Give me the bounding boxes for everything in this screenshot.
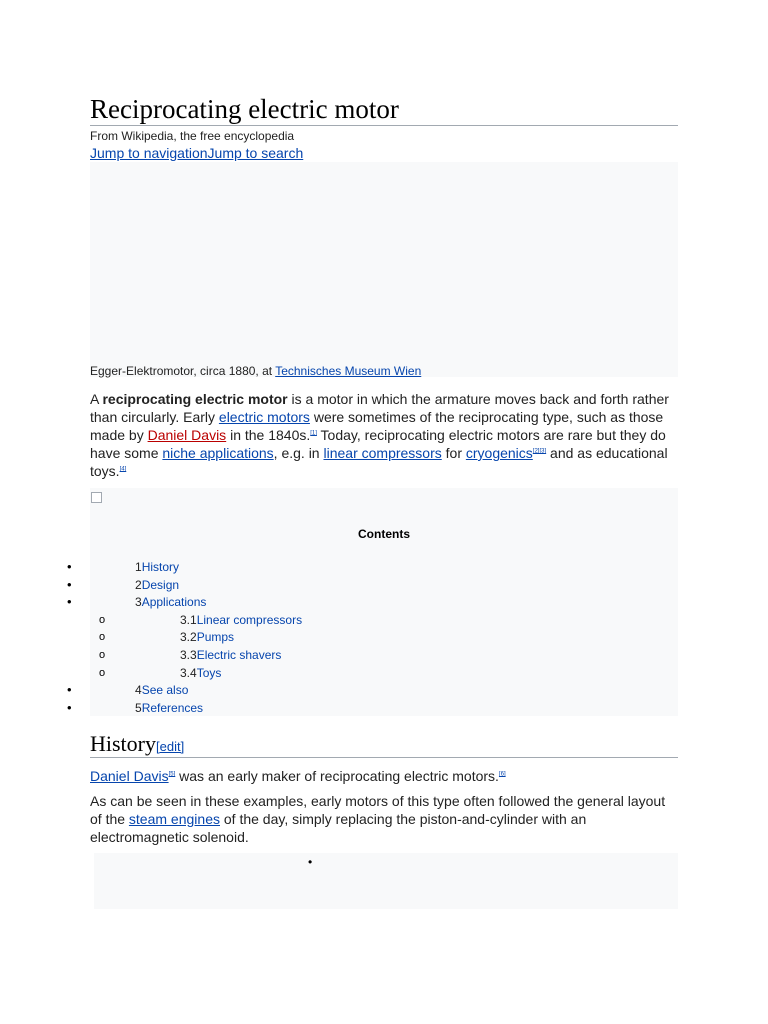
toc-item-label[interactable]: Linear compressors — [196, 612, 303, 627]
toc-item[interactable] — [67, 559, 180, 574]
intro-text: A — [90, 391, 103, 407]
title-divider — [90, 125, 678, 126]
site-tagline: From Wikipedia, the free encyclopedia — [90, 129, 295, 143]
toc-item-number: 3.3 — [180, 648, 197, 662]
image-gallery — [94, 853, 678, 909]
gallery-bullet: • — [308, 855, 313, 869]
toc-item-number: 3.2 — [180, 630, 197, 645]
intro-paragraph — [90, 390, 680, 480]
toc-item[interactable] — [67, 699, 204, 715]
toc-item[interactable] — [99, 648, 282, 662]
toc-item[interactable] — [67, 682, 189, 698]
intro-text: in the 1840s. — [226, 427, 311, 443]
toc-item[interactable] — [99, 630, 235, 645]
toc-item-number: 1 — [135, 560, 142, 574]
toc-item-number: 2 — [135, 577, 142, 592]
toc-bullet: • — [67, 682, 72, 698]
image-caption — [90, 364, 421, 378]
page-title: Reciprocating electric motor — [90, 94, 399, 124]
cryogenics-link[interactable]: cryogenics — [465, 445, 533, 461]
toc-item-number: 3 — [135, 595, 142, 610]
electric-motors-link[interactable]: electric motors — [218, 409, 310, 425]
history-edit-link[interactable]: [edit] — [156, 739, 185, 754]
toc-sub-bullet: o — [99, 613, 106, 626]
jump-links — [90, 145, 303, 161]
toc-item-label[interactable]: See also — [141, 683, 189, 698]
toc-item-number: 3.4 — [180, 665, 197, 680]
caption-text: Egger-Elektromotor, circa 1880, at — [90, 364, 276, 378]
toc-item-label[interactable]: Applications — [141, 595, 207, 610]
toc-bullet: • — [67, 576, 72, 592]
intro-text: Today, reciprocating electric motors are rare but they do have some — [90, 427, 666, 461]
intro-text: for — [441, 445, 466, 461]
toc-item-label[interactable]: Toys — [196, 665, 222, 680]
history-paragraph-2 — [90, 792, 680, 846]
toc-item[interactable] — [99, 612, 303, 627]
jump-to-navigation-link[interactable]: Jump to navigation — [90, 145, 208, 161]
toc-item-label[interactable]: History — [141, 560, 180, 574]
toc-toggle-checkbox[interactable] — [91, 492, 102, 503]
intro-text: , e.g. in — [273, 445, 324, 461]
intro-text: and as educational toys. — [90, 445, 668, 479]
toc-title: Contents — [358, 527, 410, 541]
toc-item[interactable] — [67, 594, 207, 610]
toc-sub-bullet: o — [99, 666, 106, 679]
citation-6[interactable]: [6] — [498, 771, 506, 778]
daniel-davis-history-link[interactable]: Daniel Davis — [90, 768, 169, 784]
toc-bullet: • — [67, 559, 72, 574]
toc-item-number: 5 — [135, 700, 142, 715]
history-text: As can be seen in these examples, early motors of this type often followed the general layout of the — [90, 793, 666, 827]
infobox-image[interactable] — [90, 162, 678, 377]
toc-bullet: • — [67, 594, 72, 610]
toc-item-label[interactable]: Electric shavers — [196, 648, 282, 662]
toc-sub-bullet: o — [99, 631, 106, 644]
toc-item-label[interactable]: Pumps — [196, 630, 235, 645]
history-text: was an early maker of reciprocating electric motors. — [175, 768, 499, 784]
linear-compressors-link[interactable]: linear compressors — [323, 445, 442, 461]
toc-item-label[interactable]: References — [141, 700, 204, 715]
history-paragraph-1 — [90, 767, 680, 785]
toc-item-label[interactable]: Design — [141, 577, 180, 592]
intro-bold-term: reciprocating electric motor — [102, 391, 288, 407]
citation-1[interactable]: [1] — [310, 430, 317, 437]
toc-item[interactable] — [67, 576, 180, 592]
niche-applications-link[interactable]: niche applications — [162, 445, 274, 461]
citation-5[interactable]: [5] — [168, 771, 176, 778]
history-heading-text: History — [90, 731, 156, 756]
toc-item[interactable] — [99, 665, 222, 680]
history-divider — [90, 757, 678, 758]
steam-engines-link[interactable]: steam engines — [128, 811, 220, 827]
intro-text: were sometimes of the reciprocating type, such as those made by — [90, 409, 664, 443]
toc-sub-bullet: o — [99, 649, 106, 661]
museum-link[interactable]: Technisches Museum Wien — [275, 364, 422, 378]
history-text: of the day, simply replacing the piston-and-cylinder with an electromagnetic solenoid. — [90, 811, 587, 845]
intro-text: is a motor in which the armature moves back and forth rather than circularly. Early — [90, 391, 669, 425]
toc-bullet: • — [67, 699, 72, 715]
daniel-davis-link[interactable]: Daniel Davis — [147, 427, 227, 443]
citation-2-3[interactable]: [2][3] — [532, 448, 547, 455]
jump-to-search-link[interactable]: Jump to search — [207, 145, 304, 161]
citation-4[interactable]: [4] — [119, 466, 127, 473]
toc-item-number: 4 — [135, 683, 142, 698]
toc-item-number: 3.1 — [180, 612, 197, 627]
